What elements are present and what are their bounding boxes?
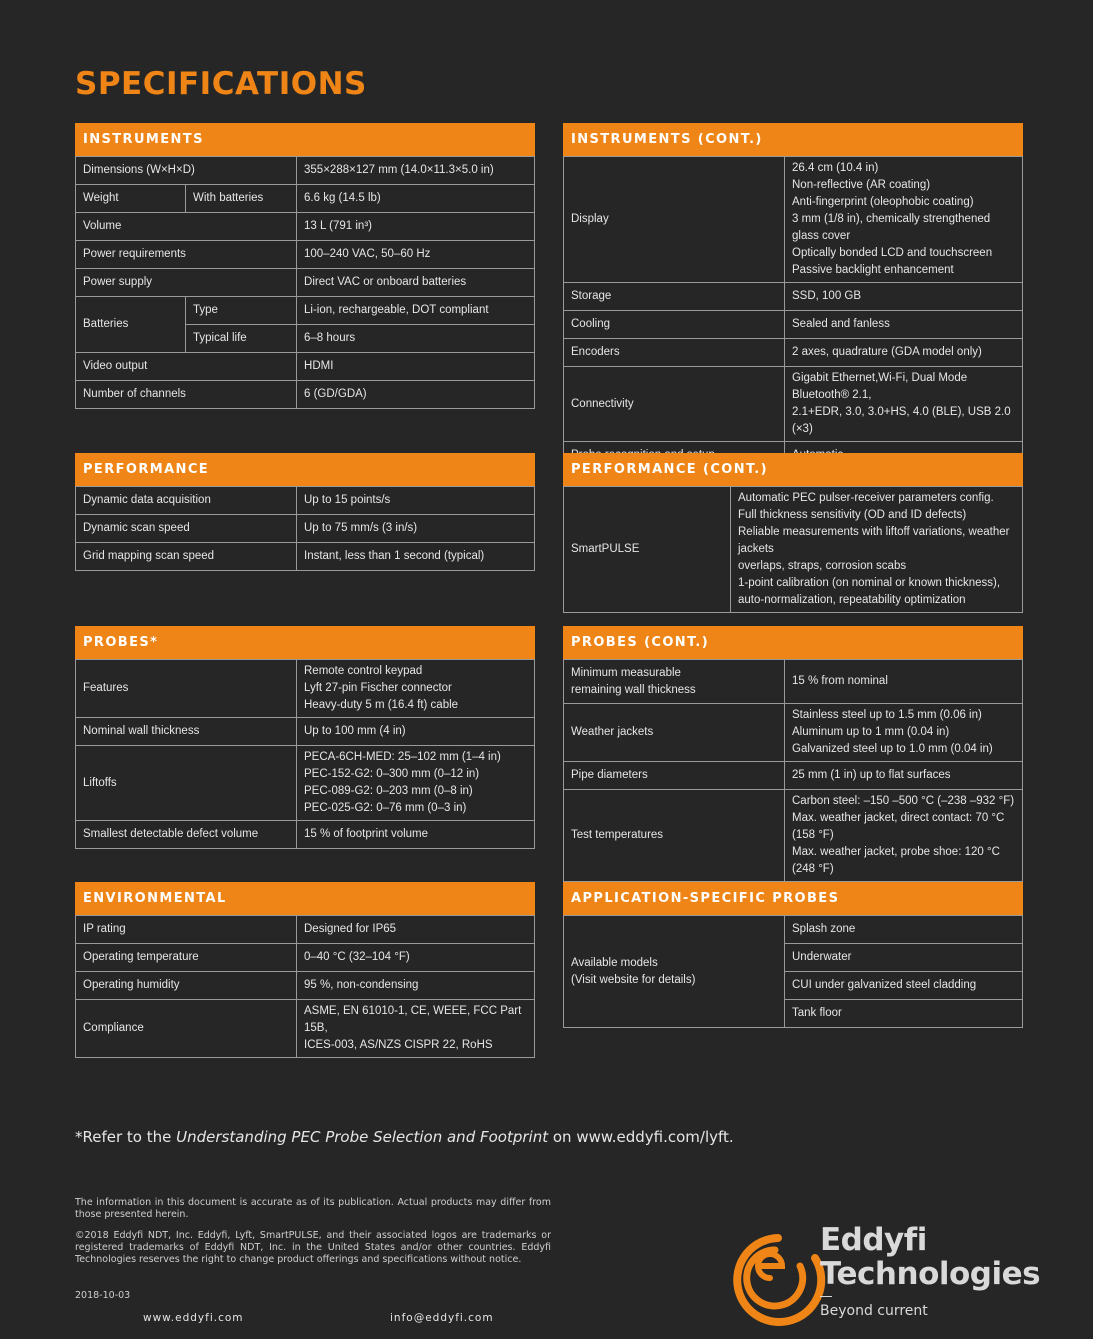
section-header: PERFORMANCE (CONT.): [563, 453, 1023, 486]
spec-label: Nominal wall thickness: [76, 718, 297, 746]
section-instruments: [75, 123, 535, 409]
spec-value: [297, 746, 535, 821]
disclaimer: The information in this document is accurate as of its publication. Actual products may differ from those presented herein.: [75, 1197, 551, 1220]
line: ICES-003, AS/NZS CISPR 22, RoHS: [304, 1039, 493, 1051]
copyright: ©2018 Eddyfi NDT, Inc. Eddyfi, Lyft, SmartPULSE, and their associated logos are trademarks or registered trademarks of Eddyfi NDT, Inc. in the United States and/or other countries. Eddyfi Technologies reserves the right to change product offerings and specifications without notice.: [75, 1230, 551, 1265]
section-header: PERFORMANCE: [75, 453, 535, 486]
line: Full thickness sensitivity (OD and ID defects): [738, 509, 967, 521]
spec-label: Compliance: [76, 1000, 297, 1058]
spec-table: [75, 659, 535, 849]
table-row: [564, 339, 1023, 367]
line: Optically bonded LCD and touchscreen: [792, 247, 993, 259]
table-row: [76, 353, 535, 381]
spec-value: SSD, 100 GB: [785, 283, 1023, 311]
table-row: [76, 185, 535, 213]
line: 3 mm (1/8 in), chemically strengthened glass cover: [792, 213, 991, 242]
spec-value: [785, 704, 1023, 762]
spec-table: [563, 156, 1023, 470]
spec-label: Cooling: [564, 311, 785, 339]
spec-label: Dimensions (W×H×D): [76, 157, 297, 185]
section-performance-cont: [563, 453, 1023, 613]
line: ASME, EN 61010-1, CE, WEEE, FCC Part 15B,: [304, 1005, 522, 1034]
table-row: [564, 916, 1023, 944]
spec-label: Display: [564, 157, 785, 283]
line: remaining wall thickness: [571, 683, 696, 696]
spec-table: [563, 486, 1023, 613]
spec-value: 100–240 VAC, 50–60 Hz: [297, 241, 535, 269]
line: PECA-6CH-MED: 25–102 mm (1–4 in): [304, 751, 501, 763]
section-environmental: [75, 882, 535, 1058]
spec-label: Weather jackets: [564, 704, 785, 762]
table-row: [76, 821, 535, 849]
line: Lyft 27-pin Fischer connector: [304, 682, 452, 694]
spec-value: 6–8 hours: [297, 325, 535, 353]
spec-value: [785, 367, 1023, 442]
spec-value: CUI under galvanized steel cladding: [785, 972, 1023, 1000]
brand-line1: Eddyfi: [820, 1222, 927, 1258]
spec-value: Underwater: [785, 944, 1023, 972]
line: overlaps, straps, corrosion scabs: [738, 560, 907, 572]
footnote-suffix: on www.eddyfi.com/lyft.: [548, 1128, 734, 1146]
line: Automatic PEC pulser-receiver parameters config.: [738, 492, 994, 504]
spec-label: Volume: [76, 213, 297, 241]
table-row: [76, 297, 535, 325]
spec-table: [563, 915, 1023, 1028]
spec-value: 6.6 kg (14.5 lb): [297, 185, 535, 213]
spec-value: [297, 1000, 535, 1058]
spec-label: Features: [76, 660, 297, 718]
spec-label: SmartPULSE: [564, 487, 731, 613]
line: Heavy-duty 5 m (16.4 ft) cable: [304, 699, 459, 711]
spec-value: 15 % from nominal: [785, 660, 1023, 704]
spec-label: Liftoffs: [76, 746, 297, 821]
line: Available models: [571, 956, 658, 969]
spec-label: [564, 660, 785, 704]
line: Stainless steel up to 1.5 mm (0.06 in): [792, 709, 982, 721]
spec-label: Storage: [564, 283, 785, 311]
spec-value: 95 %, non-condensing: [297, 972, 535, 1000]
table-row: [76, 916, 535, 944]
section-header: APPLICATION-SPECIFIC PROBES: [563, 882, 1023, 915]
spec-value: HDMI: [297, 353, 535, 381]
spec-sublabel: With batteries: [186, 185, 297, 213]
spec-label: Operating temperature: [76, 944, 297, 972]
table-row: [564, 660, 1023, 704]
line: Reliable measurements with liftoff variations, weather jackets: [738, 526, 1010, 555]
table-row: [564, 762, 1023, 790]
footnote-prefix: *Refer to the: [75, 1128, 177, 1146]
spec-sublabel: Type: [186, 297, 297, 325]
spec-value: Instant, less than 1 second (typical): [297, 543, 535, 571]
spec-value: 13 L (791 in³): [297, 213, 535, 241]
table-row: [76, 1000, 535, 1058]
table-row: [76, 543, 535, 571]
line: 2.1+EDR, 3.0, 3.0+HS, 4.0 (BLE), USB 2.0 (×3): [792, 406, 1011, 435]
spec-label: Pipe diameters: [564, 762, 785, 790]
table-row: [564, 487, 1023, 613]
table-row: [76, 944, 535, 972]
spec-label: Operating humidity: [76, 972, 297, 1000]
spec-value: Li-ion, rechargeable, DOT compliant: [297, 297, 535, 325]
spec-label: Power supply: [76, 269, 297, 297]
section-header: PROBES*: [75, 626, 535, 659]
table-row: [564, 367, 1023, 442]
spec-label: Smallest detectable defect volume: [76, 821, 297, 849]
spec-value: Direct VAC or onboard batteries: [297, 269, 535, 297]
section-header: PROBES (CONT.): [563, 626, 1023, 659]
spec-value: 355×288×127 mm (14.0×11.3×5.0 in): [297, 157, 535, 185]
spec-value: Sealed and fanless: [785, 311, 1023, 339]
spec-value: Up to 100 mm (4 in): [297, 718, 535, 746]
section-instruments-cont: [563, 123, 1023, 470]
table-row: [76, 269, 535, 297]
line: Anti-fingerprint (oleophobic coating): [792, 196, 974, 208]
spec-label: Video output: [76, 353, 297, 381]
line: Minimum measurable: [571, 666, 681, 679]
spec-label: Dynamic scan speed: [76, 515, 297, 543]
spec-sublabel: Typical life: [186, 325, 297, 353]
spec-value: 2 axes, quadrature (GDA model only): [785, 339, 1023, 367]
section-probes-cont: [563, 626, 1023, 882]
line: Aluminum up to 1 mm (0.04 in): [792, 726, 950, 738]
line: auto-normalization, repeatability optimization: [738, 594, 966, 606]
spec-label: Test temperatures: [564, 790, 785, 882]
table-row: [76, 487, 535, 515]
spec-table: [563, 659, 1023, 882]
line: PEC-025-G2: 0–76 mm (0–3 in): [304, 802, 467, 814]
spec-value: [785, 790, 1023, 882]
spec-label: [564, 916, 785, 1028]
footnote: [75, 1128, 734, 1146]
spec-value: [731, 487, 1023, 613]
table-row: [76, 718, 535, 746]
spec-value: Up to 75 mm/s (3 in/s): [297, 515, 535, 543]
line: 1-point calibration (on nominal or known thickness),: [738, 577, 1001, 589]
spec-value: [297, 660, 535, 718]
brand-divider: [820, 1296, 832, 1297]
footnote-italic: Understanding PEC Probe Selection and Footprint: [176, 1128, 549, 1146]
spec-label: Connectivity: [564, 367, 785, 442]
table-row: [564, 704, 1023, 762]
line: Max. weather jacket, probe shoe: 120 °C (248 °F): [792, 846, 1000, 875]
table-row: [76, 660, 535, 718]
spec-value: Designed for IP65: [297, 916, 535, 944]
table-row: [76, 972, 535, 1000]
spec-value: Tank floor: [785, 1000, 1023, 1028]
spec-value: [785, 157, 1023, 283]
spec-label: Power requirements: [76, 241, 297, 269]
spec-value: 15 % of footprint volume: [297, 821, 535, 849]
table-row: [76, 241, 535, 269]
line: Non-reflective (AR coating): [792, 179, 931, 191]
table-row: [564, 311, 1023, 339]
spec-label: Weight: [76, 185, 186, 213]
line: Galvanized steel up to 1.0 mm (0.04 in): [792, 743, 993, 755]
spec-label: Dynamic data acquisition: [76, 487, 297, 515]
spec-value: 25 mm (1 in) up to flat surfaces: [785, 762, 1023, 790]
line: Gigabit Ethernet,Wi-Fi, Dual Mode Bluetooth® 2.1,: [792, 372, 968, 401]
section-header: INSTRUMENTS: [75, 123, 535, 156]
line: Max. weather jacket, direct contact: 70 °C (158 °F): [792, 812, 1005, 841]
table-row: [76, 213, 535, 241]
table-row: [76, 381, 535, 409]
spec-value: Up to 15 points/s: [297, 487, 535, 515]
email-link[interactable]: info@eddyfi.com: [390, 1312, 494, 1324]
spec-label: IP rating: [76, 916, 297, 944]
line: PEC-089-G2: 0–203 mm (0–8 in): [304, 785, 473, 797]
publication-date: 2018-10-03: [75, 1290, 131, 1301]
website-link[interactable]: www.eddyfi.com: [143, 1312, 244, 1324]
spec-table: [75, 156, 535, 409]
section-header: ENVIRONMENTAL: [75, 882, 535, 915]
line: Carbon steel: –150 –500 °C (–238 –932 °F): [792, 795, 1015, 807]
section-application-probes: [563, 882, 1023, 1028]
spec-value: 0–40 °C (32–104 °F): [297, 944, 535, 972]
line: Passive backlight enhancement: [792, 264, 954, 276]
spec-label: Encoders: [564, 339, 785, 367]
brand-line2: Technologies: [820, 1256, 1041, 1292]
spec-table: [75, 486, 535, 571]
spec-label: Number of channels: [76, 381, 297, 409]
table-row: [76, 515, 535, 543]
spec-label: Batteries: [76, 297, 186, 353]
line: PEC-152-G2: 0–300 mm (0–12 in): [304, 768, 480, 780]
section-header: INSTRUMENTS (CONT.): [563, 123, 1023, 156]
line: Remote control keypad: [304, 665, 423, 677]
line: 26.4 cm (10.4 in): [792, 162, 879, 174]
table-row: [564, 157, 1023, 283]
table-row: [564, 790, 1023, 882]
section-probes: [75, 626, 535, 849]
table-row: [76, 157, 535, 185]
table-row: [76, 746, 535, 821]
table-row: [564, 283, 1023, 311]
spec-value: 6 (GD/GDA): [297, 381, 535, 409]
spec-table: [75, 915, 535, 1058]
line: (Visit website for details): [571, 973, 696, 986]
section-performance: [75, 453, 535, 571]
page-title: SPECIFICATIONS: [75, 66, 367, 102]
spec-value: Splash zone: [785, 916, 1023, 944]
spec-label: Grid mapping scan speed: [76, 543, 297, 571]
brand-tagline: Beyond current: [820, 1303, 928, 1319]
